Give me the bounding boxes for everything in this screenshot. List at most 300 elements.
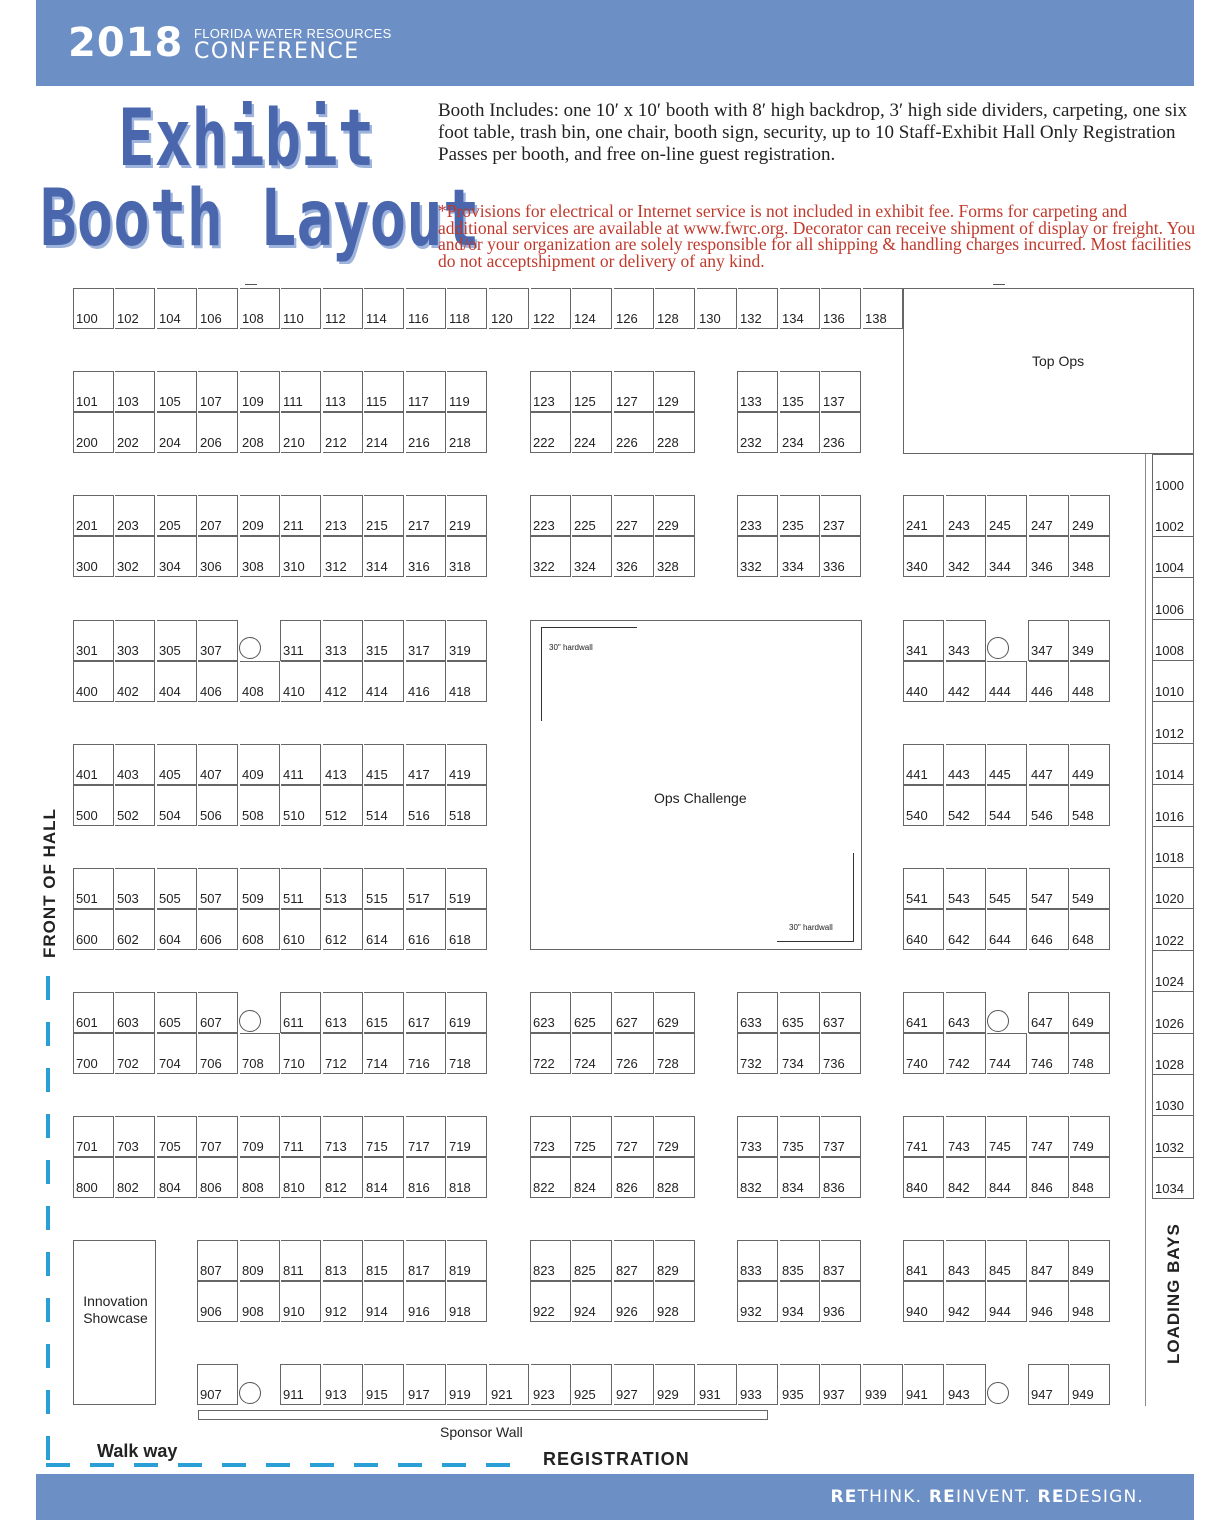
booth-847[interactable]	[1029, 1240, 1069, 1281]
booth-809[interactable]	[240, 1240, 280, 1281]
booth-937[interactable]	[821, 1364, 861, 1405]
booth-442[interactable]	[946, 661, 986, 702]
booth-118[interactable]	[447, 288, 487, 329]
booth-702[interactable]	[115, 1033, 155, 1074]
booth-135[interactable]	[780, 371, 820, 412]
booth-307[interactable]	[198, 620, 238, 661]
booth-824[interactable]	[572, 1157, 612, 1198]
booth-601[interactable]	[73, 992, 114, 1033]
booth-735[interactable]	[780, 1116, 820, 1157]
booth-514[interactable]	[364, 785, 404, 826]
booth-123[interactable]	[530, 371, 571, 412]
booth-306[interactable]	[198, 536, 238, 577]
booth-815[interactable]	[364, 1240, 404, 1281]
booth-712[interactable]	[323, 1033, 363, 1074]
booth-807[interactable]	[197, 1240, 238, 1281]
booth-313[interactable]	[323, 620, 363, 661]
booth-334[interactable]	[780, 536, 820, 577]
booth-1012[interactable]	[1152, 702, 1194, 743]
booth-207[interactable]	[198, 495, 238, 536]
booth-643[interactable]	[946, 992, 986, 1033]
booth-927[interactable]	[614, 1364, 654, 1405]
booth-703[interactable]	[115, 1116, 155, 1157]
booth-233[interactable]	[737, 495, 778, 536]
booth-228[interactable]	[655, 412, 695, 453]
booth-1010[interactable]	[1152, 661, 1194, 702]
booth-800[interactable]	[73, 1157, 114, 1198]
booth-640[interactable]	[903, 909, 944, 950]
booth-1016[interactable]	[1152, 785, 1194, 826]
booth-341[interactable]	[903, 620, 944, 661]
booth-407[interactable]	[198, 744, 238, 785]
booth-110[interactable]	[281, 288, 321, 329]
booth-648[interactable]	[1070, 909, 1110, 950]
booth-516[interactable]	[406, 785, 446, 826]
booth-907[interactable]	[197, 1364, 238, 1405]
booth-416[interactable]	[406, 661, 446, 702]
booth-845[interactable]	[987, 1240, 1027, 1281]
booth-305[interactable]	[157, 620, 197, 661]
booth-218[interactable]	[447, 412, 487, 453]
booth-314[interactable]	[364, 536, 404, 577]
booth-128[interactable]	[655, 288, 695, 329]
booth-946[interactable]	[1029, 1281, 1069, 1322]
booth-931[interactable]	[697, 1364, 737, 1405]
booth-715[interactable]	[364, 1116, 404, 1157]
booth-906[interactable]	[197, 1281, 238, 1322]
booth-344[interactable]	[987, 536, 1027, 577]
booth-819[interactable]	[447, 1240, 487, 1281]
booth-600[interactable]	[73, 909, 114, 950]
booth-736[interactable]	[821, 1033, 861, 1074]
booth-642[interactable]	[946, 909, 986, 950]
booth-835[interactable]	[780, 1240, 820, 1281]
booth-134[interactable]	[780, 288, 820, 329]
booth-843[interactable]	[946, 1240, 986, 1281]
booth-747[interactable]	[1029, 1116, 1069, 1157]
booth-511[interactable]	[281, 868, 321, 909]
booth-103[interactable]	[115, 371, 155, 412]
booth-540[interactable]	[903, 785, 944, 826]
booth-915[interactable]	[364, 1364, 404, 1405]
booth-749[interactable]	[1070, 1116, 1110, 1157]
booth-549[interactable]	[1070, 868, 1110, 909]
booth-542[interactable]	[946, 785, 986, 826]
booth-116[interactable]	[406, 288, 446, 329]
booth-913[interactable]	[323, 1364, 363, 1405]
booth-625[interactable]	[572, 992, 612, 1033]
booth-608[interactable]	[240, 909, 280, 950]
booth-746[interactable]	[1029, 1033, 1069, 1074]
booth-414[interactable]	[364, 661, 404, 702]
booth-303[interactable]	[115, 620, 155, 661]
booth-247[interactable]	[1029, 495, 1069, 536]
booth-734[interactable]	[780, 1033, 820, 1074]
booth-127[interactable]	[614, 371, 654, 412]
booth-234[interactable]	[780, 412, 820, 453]
booth-649[interactable]	[1070, 992, 1110, 1033]
booth-641[interactable]	[903, 992, 944, 1033]
booth-914[interactable]	[364, 1281, 404, 1322]
booth-615[interactable]	[364, 992, 404, 1033]
booth-943[interactable]	[946, 1364, 986, 1405]
booth-101[interactable]	[73, 371, 114, 412]
booth-204[interactable]	[157, 412, 197, 453]
booth-633[interactable]	[737, 992, 778, 1033]
booth-217[interactable]	[406, 495, 446, 536]
booth-840[interactable]	[903, 1157, 944, 1198]
booth-922[interactable]	[530, 1281, 571, 1322]
booth-834[interactable]	[780, 1157, 820, 1198]
booth-700[interactable]	[73, 1033, 114, 1074]
booth-310[interactable]	[281, 536, 321, 577]
booth-235[interactable]	[780, 495, 820, 536]
booth-828[interactable]	[655, 1157, 695, 1198]
booth-203[interactable]	[115, 495, 155, 536]
booth-846[interactable]	[1029, 1157, 1069, 1198]
booth-925[interactable]	[572, 1364, 612, 1405]
booth-926[interactable]	[614, 1281, 654, 1322]
booth-810[interactable]	[281, 1157, 321, 1198]
booth-802[interactable]	[115, 1157, 155, 1198]
booth-729[interactable]	[655, 1116, 695, 1157]
booth-949[interactable]	[1070, 1364, 1110, 1405]
booth-714[interactable]	[364, 1033, 404, 1074]
booth-517[interactable]	[406, 868, 446, 909]
booth-211[interactable]	[281, 495, 321, 536]
booth-245[interactable]	[987, 495, 1027, 536]
booth-544[interactable]	[987, 785, 1027, 826]
booth-546[interactable]	[1029, 785, 1069, 826]
booth-623[interactable]	[530, 992, 571, 1033]
booth-226[interactable]	[614, 412, 654, 453]
booth-837[interactable]	[821, 1240, 861, 1281]
booth-342[interactable]	[946, 536, 986, 577]
booth-215[interactable]	[364, 495, 404, 536]
booth-841[interactable]	[903, 1240, 944, 1281]
booth-112[interactable]	[323, 288, 363, 329]
booth-637[interactable]	[821, 992, 861, 1033]
booth-732[interactable]	[737, 1033, 778, 1074]
booth-727[interactable]	[614, 1116, 654, 1157]
booth-1004[interactable]	[1152, 537, 1194, 578]
booth-818[interactable]	[447, 1157, 487, 1198]
booth-445[interactable]	[987, 744, 1027, 785]
booth-227[interactable]	[614, 495, 654, 536]
booth-1030[interactable]	[1152, 1075, 1194, 1116]
booth-201[interactable]	[73, 495, 114, 536]
booth-505[interactable]	[157, 868, 197, 909]
booth-513[interactable]	[323, 868, 363, 909]
booth-647[interactable]	[1028, 992, 1069, 1033]
booth-724[interactable]	[572, 1033, 612, 1074]
booth-444[interactable]	[987, 661, 1027, 702]
booth-241[interactable]	[903, 495, 944, 536]
booth-1020[interactable]	[1152, 868, 1194, 909]
booth-214[interactable]	[364, 412, 404, 453]
booth-616[interactable]	[406, 909, 446, 950]
booth-614[interactable]	[364, 909, 404, 950]
booth-728[interactable]	[655, 1033, 695, 1074]
booth-707[interactable]	[198, 1116, 238, 1157]
booth-804[interactable]	[157, 1157, 197, 1198]
booth-827[interactable]	[614, 1240, 654, 1281]
booth-547[interactable]	[1029, 868, 1069, 909]
booth-829[interactable]	[655, 1240, 695, 1281]
booth-411[interactable]	[281, 744, 321, 785]
booth-409[interactable]	[240, 744, 280, 785]
booth-301[interactable]	[73, 620, 114, 661]
booth-447[interactable]	[1029, 744, 1069, 785]
booth-719[interactable]	[447, 1116, 487, 1157]
booth-315[interactable]	[364, 620, 404, 661]
booth-617[interactable]	[406, 992, 446, 1033]
booth-944[interactable]	[987, 1281, 1027, 1322]
booth-842[interactable]	[946, 1157, 986, 1198]
booth-130[interactable]	[697, 288, 737, 329]
booth-336[interactable]	[821, 536, 861, 577]
booth-223[interactable]	[530, 495, 571, 536]
booth-519[interactable]	[447, 868, 487, 909]
booth-912[interactable]	[323, 1281, 363, 1322]
booth-410[interactable]	[281, 661, 321, 702]
booth-236[interactable]	[821, 412, 861, 453]
booth-916[interactable]	[406, 1281, 446, 1322]
booth-1008[interactable]	[1152, 620, 1194, 661]
booth-114[interactable]	[364, 288, 404, 329]
booth-216[interactable]	[406, 412, 446, 453]
booth-743[interactable]	[946, 1116, 986, 1157]
booth-935[interactable]	[780, 1364, 820, 1405]
booth-812[interactable]	[323, 1157, 363, 1198]
booth-449[interactable]	[1070, 744, 1110, 785]
booth-308[interactable]	[240, 536, 280, 577]
booth-205[interactable]	[157, 495, 197, 536]
booth-629[interactable]	[655, 992, 695, 1033]
booth-249[interactable]	[1070, 495, 1110, 536]
booth-718[interactable]	[447, 1033, 487, 1074]
booth-605[interactable]	[157, 992, 197, 1033]
ops-challenge-area[interactable]	[530, 620, 862, 950]
booth-705[interactable]	[157, 1116, 197, 1157]
booth-208[interactable]	[240, 412, 280, 453]
booth-102[interactable]	[115, 288, 155, 329]
booth-213[interactable]	[323, 495, 363, 536]
booth-408[interactable]	[240, 661, 280, 702]
booth-332[interactable]	[737, 536, 778, 577]
booth-202[interactable]	[115, 412, 155, 453]
booth-212[interactable]	[323, 412, 363, 453]
booth-825[interactable]	[572, 1240, 612, 1281]
booth-117[interactable]	[406, 371, 446, 412]
booth-832[interactable]	[737, 1157, 778, 1198]
booth-509[interactable]	[240, 868, 280, 909]
booth-210[interactable]	[281, 412, 321, 453]
booth-928[interactable]	[655, 1281, 695, 1322]
booth-939[interactable]	[863, 1364, 903, 1405]
booth-610[interactable]	[281, 909, 321, 950]
booth-934[interactable]	[780, 1281, 820, 1322]
booth-606[interactable]	[198, 909, 238, 950]
booth-848[interactable]	[1070, 1157, 1110, 1198]
booth-209[interactable]	[240, 495, 280, 536]
booth-936[interactable]	[821, 1281, 861, 1322]
booth-448[interactable]	[1070, 661, 1110, 702]
booth-125[interactable]	[572, 371, 612, 412]
booth-545[interactable]	[987, 868, 1027, 909]
booth-1000[interactable]	[1152, 454, 1194, 496]
booth-602[interactable]	[115, 909, 155, 950]
booth-1024[interactable]	[1152, 951, 1194, 992]
booth-108[interactable]	[240, 288, 280, 329]
booth-317[interactable]	[406, 620, 446, 661]
booth-443[interactable]	[946, 744, 986, 785]
booth-932[interactable]	[737, 1281, 778, 1322]
booth-612[interactable]	[323, 909, 363, 950]
booth-403[interactable]	[115, 744, 155, 785]
booth-515[interactable]	[364, 868, 404, 909]
booth-343[interactable]	[946, 620, 986, 661]
booth-224[interactable]	[572, 412, 612, 453]
booth-548[interactable]	[1070, 785, 1110, 826]
booth-104[interactable]	[157, 288, 197, 329]
booth-225[interactable]	[572, 495, 612, 536]
booth-742[interactable]	[946, 1033, 986, 1074]
booth-222[interactable]	[530, 412, 571, 453]
booth-111[interactable]	[281, 371, 321, 412]
booth-501[interactable]	[73, 868, 114, 909]
booth-312[interactable]	[323, 536, 363, 577]
booth-1014[interactable]	[1152, 744, 1194, 785]
booth-1022[interactable]	[1152, 909, 1194, 950]
booth-706[interactable]	[198, 1033, 238, 1074]
booth-138[interactable]	[863, 288, 903, 329]
booth-506[interactable]	[198, 785, 238, 826]
booth-737[interactable]	[821, 1116, 861, 1157]
booth-918[interactable]	[447, 1281, 487, 1322]
booth-504[interactable]	[157, 785, 197, 826]
booth-229[interactable]	[655, 495, 695, 536]
booth-806[interactable]	[198, 1157, 238, 1198]
booth-1028[interactable]	[1152, 1034, 1194, 1075]
booth-1002[interactable]	[1152, 495, 1194, 536]
booth-126[interactable]	[614, 288, 654, 329]
booth-940[interactable]	[903, 1281, 944, 1322]
booth-417[interactable]	[406, 744, 446, 785]
booth-237[interactable]	[821, 495, 861, 536]
booth-200[interactable]	[73, 412, 114, 453]
booth-710[interactable]	[281, 1033, 321, 1074]
innovation-showcase-area[interactable]	[73, 1240, 156, 1405]
booth-113[interactable]	[323, 371, 363, 412]
booth-219[interactable]	[447, 495, 487, 536]
booth-619[interactable]	[447, 992, 487, 1033]
booth-1018[interactable]	[1152, 827, 1194, 868]
booth-817[interactable]	[406, 1240, 446, 1281]
booth-316[interactable]	[406, 536, 446, 577]
booth-418[interactable]	[447, 661, 487, 702]
booth-105[interactable]	[157, 371, 197, 412]
booth-740[interactable]	[903, 1033, 944, 1074]
booth-510[interactable]	[281, 785, 321, 826]
booth-844[interactable]	[987, 1157, 1027, 1198]
booth-921[interactable]	[489, 1364, 529, 1405]
booth-100[interactable]	[73, 288, 114, 329]
booth-726[interactable]	[614, 1033, 654, 1074]
booth-646[interactable]	[1029, 909, 1069, 950]
booth-302[interactable]	[115, 536, 155, 577]
booth-115[interactable]	[364, 371, 404, 412]
booth-346[interactable]	[1029, 536, 1069, 577]
booth-814[interactable]	[364, 1157, 404, 1198]
booth-132[interactable]	[738, 288, 778, 329]
booth-404[interactable]	[157, 661, 197, 702]
booth-611[interactable]	[280, 992, 321, 1033]
booth-723[interactable]	[530, 1116, 571, 1157]
booth-124[interactable]	[572, 288, 612, 329]
booth-613[interactable]	[323, 992, 363, 1033]
booth-319[interactable]	[447, 620, 487, 661]
booth-243[interactable]	[946, 495, 986, 536]
booth-206[interactable]	[198, 412, 238, 453]
booth-644[interactable]	[987, 909, 1027, 950]
booth-311[interactable]	[280, 620, 321, 661]
booth-833[interactable]	[737, 1240, 778, 1281]
booth-748[interactable]	[1070, 1033, 1110, 1074]
booth-822[interactable]	[530, 1157, 571, 1198]
booth-604[interactable]	[157, 909, 197, 950]
booth-722[interactable]	[530, 1033, 571, 1074]
booth-725[interactable]	[572, 1116, 612, 1157]
booth-541[interactable]	[903, 868, 944, 909]
booth-603[interactable]	[115, 992, 155, 1033]
booth-503[interactable]	[115, 868, 155, 909]
booth-446[interactable]	[1029, 661, 1069, 702]
booth-618[interactable]	[447, 909, 487, 950]
booth-948[interactable]	[1070, 1281, 1110, 1322]
booth-1034[interactable]	[1152, 1158, 1194, 1199]
booth-348[interactable]	[1070, 536, 1110, 577]
booth-322[interactable]	[530, 536, 571, 577]
booth-500[interactable]	[73, 785, 114, 826]
booth-518[interactable]	[447, 785, 487, 826]
booth-232[interactable]	[737, 412, 778, 453]
booth-304[interactable]	[157, 536, 197, 577]
booth-711[interactable]	[281, 1116, 321, 1157]
booth-627[interactable]	[614, 992, 654, 1033]
booth-440[interactable]	[903, 661, 944, 702]
booth-709[interactable]	[240, 1116, 280, 1157]
booth-917[interactable]	[406, 1364, 446, 1405]
booth-923[interactable]	[531, 1364, 571, 1405]
booth-808[interactable]	[240, 1157, 280, 1198]
booth-340[interactable]	[903, 536, 944, 577]
booth-708[interactable]	[240, 1033, 280, 1074]
booth-741[interactable]	[903, 1116, 944, 1157]
booth-543[interactable]	[946, 868, 986, 909]
booth-635[interactable]	[780, 992, 820, 1033]
booth-137[interactable]	[821, 371, 861, 412]
booth-324[interactable]	[572, 536, 612, 577]
booth-119[interactable]	[447, 371, 487, 412]
booth-106[interactable]	[198, 288, 238, 329]
booth-419[interactable]	[447, 744, 487, 785]
booth-1006[interactable]	[1152, 578, 1194, 619]
booth-947[interactable]	[1028, 1364, 1069, 1405]
booth-1026[interactable]	[1152, 992, 1194, 1033]
booth-733[interactable]	[737, 1116, 778, 1157]
booth-133[interactable]	[737, 371, 778, 412]
